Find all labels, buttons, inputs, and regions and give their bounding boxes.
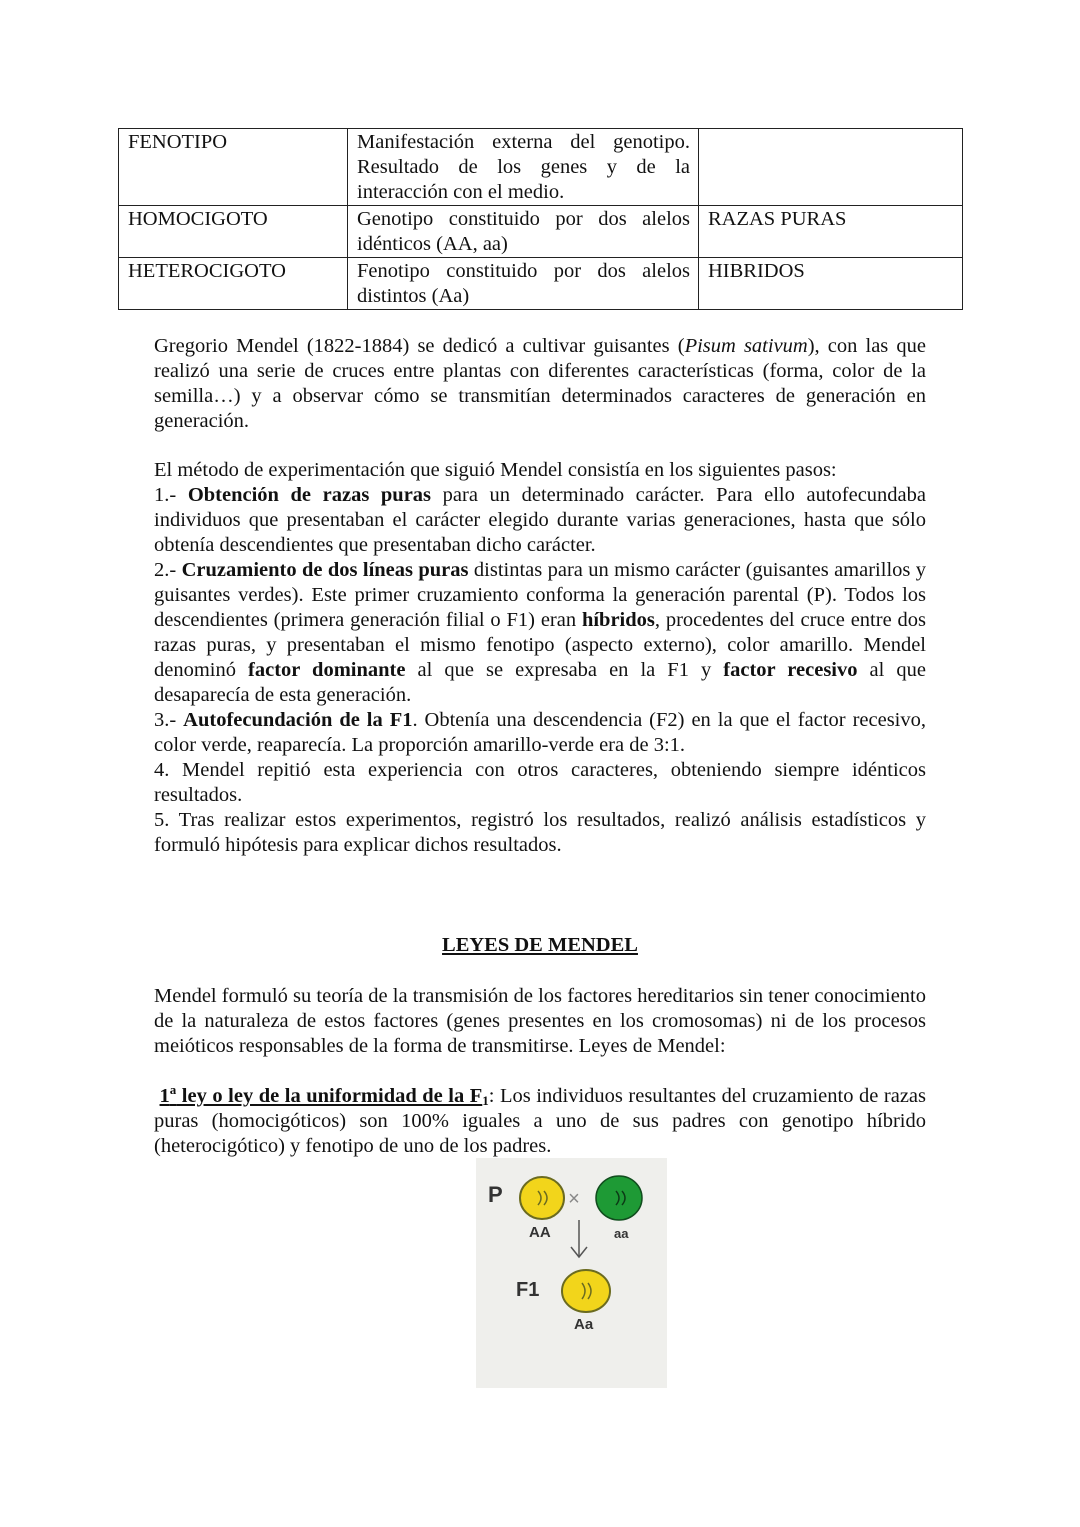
section-title: LEYES DE MENDEL (442, 934, 638, 956)
table-row (119, 206, 963, 258)
method-step-1 (154, 483, 926, 558)
definition-cell: Manifestación externa del genotipo. Resultado de los genes y de la interacción con el medio. (348, 129, 699, 206)
law-title-text: ley o ley de la uniformidad de la F (176, 1085, 483, 1107)
ordinal-marker: a (169, 1082, 177, 1098)
table-row (119, 129, 963, 206)
bold-term: híbridos (581, 609, 655, 631)
text-run: Los individuos resultantes del cruzamiento de razas puras (homocigóticos) son 100% iguales a uno de sus padres con genotipo híbrido (heterocigótico) y fenotipo de uno de los padres. (154, 1085, 926, 1157)
method-section (154, 458, 926, 858)
term-cell: FENOTIPO (119, 129, 348, 206)
definition-cell: Genotipo constituido por dos alelos idénticos (AA, aa) (348, 206, 699, 258)
method-step-4: 4. Mendel repitió esta experiencia con otros caracteres, obteniendo siempre idénticos resultados. (154, 759, 926, 806)
step-heading: Cruzamiento de dos líneas puras (181, 559, 469, 581)
text-run: para un determinado carácter. Para ello autofecundaba individuos que presentaban el carácter elegido durante varias generaciones, hasta que sólo obtenía descendientes que presentaban dicho carácter. (154, 484, 926, 556)
table-row (119, 258, 963, 310)
parent2-genotype: aa (614, 1226, 629, 1241)
text-run: , procedentes del cruce entre dos razas puras, y presentaban el mismo fenotipo (aspecto externo), color amarillo. Mendel denominó (154, 609, 926, 681)
method-step-2 (154, 558, 926, 708)
method-step-5: 5. Tras realizar estos experimentos, registró los resultados, realizó análisis estadísticos y formuló hipótesis para explicar dichos resultados. (154, 809, 926, 856)
method-lead: El método de experimentación que siguió Mendel consistía en los siguientes pasos: (154, 459, 837, 481)
term-cell: HOMOCIGOTO (119, 206, 348, 258)
text-run: ), con las que realizó una serie de cruces entre plantas con diferentes características (forma, color de la semilla…) y a observar cómo se transmitían determinados caracteres de generación en generación. (154, 335, 927, 432)
term-cell: HETEROCIGOTO (119, 258, 348, 310)
glossary-table (118, 128, 963, 310)
text-run: distintas para un mismo carácter (guisantes amarillos y guisantes verdes). Este primer cruzamiento conforma la generación parental (P). Todos los descendientes (primera generación filial o F1) eran (154, 559, 926, 631)
laws-intro-paragraph (154, 984, 926, 1059)
law-number: 1 (159, 1085, 170, 1107)
first-law-title (159, 1082, 489, 1108)
step-heading: Autofecundación de la F1 (183, 709, 413, 731)
generation-subscript: 1 (482, 1093, 489, 1108)
method-step-3 (154, 708, 926, 758)
yellow-pea-parent (520, 1177, 564, 1219)
text-run: al que desaparecía de esta generación. (154, 659, 926, 706)
text-run: : (488, 1085, 495, 1107)
parent1-genotype: AA (529, 1224, 551, 1241)
pea-drawing (476, 1158, 667, 1388)
mendel-intro-paragraph (154, 334, 926, 434)
text-run: Gregorio Mendel (1822-1884) se dedicó a cultivar guisantes ( (154, 335, 685, 357)
example-cell (699, 129, 963, 206)
yellow-pea-f1 (562, 1270, 610, 1312)
f1-generation-label: F1 (516, 1279, 540, 1301)
step-number: 3.- (154, 709, 184, 731)
step-number: 1.- (154, 484, 188, 506)
example-cell: RAZAS PURAS (699, 206, 963, 258)
species-name: Pisum sativum (684, 335, 808, 357)
text-run: al que se expresaba en la F1 y (405, 659, 724, 681)
definition-cell: Fenotipo constituido por dos alelos distintos (Aa) (348, 258, 699, 310)
cross-symbol: × (568, 1188, 580, 1210)
parent-generation-label: P (488, 1182, 503, 1207)
step-heading: Obtención de razas puras (187, 484, 432, 506)
example-cell: HIBRIDOS (699, 258, 963, 310)
step-number: 2.- (154, 559, 182, 581)
f1-genotype: Aa (574, 1316, 594, 1333)
text-run: . Obtenía una descendencia (F2) en la que el factor recesivo, color verde, reaparecía. La proporción amarillo-verde era de 3:1. (154, 709, 926, 756)
bold-term: factor recesivo (723, 659, 858, 681)
bold-term: factor dominante (248, 659, 406, 681)
first-law-paragraph (154, 1084, 926, 1159)
cross-diagram (476, 1158, 667, 1388)
text-run: Mendel formuló su teoría de la transmisión de los factores hereditarios sin tener conocimiento de la naturaleza de estos factores (genes presentes en los cromosomas) ni de los procesos meióticos responsables de la forma de transmitirse. Leyes de Mendel: (154, 985, 926, 1057)
